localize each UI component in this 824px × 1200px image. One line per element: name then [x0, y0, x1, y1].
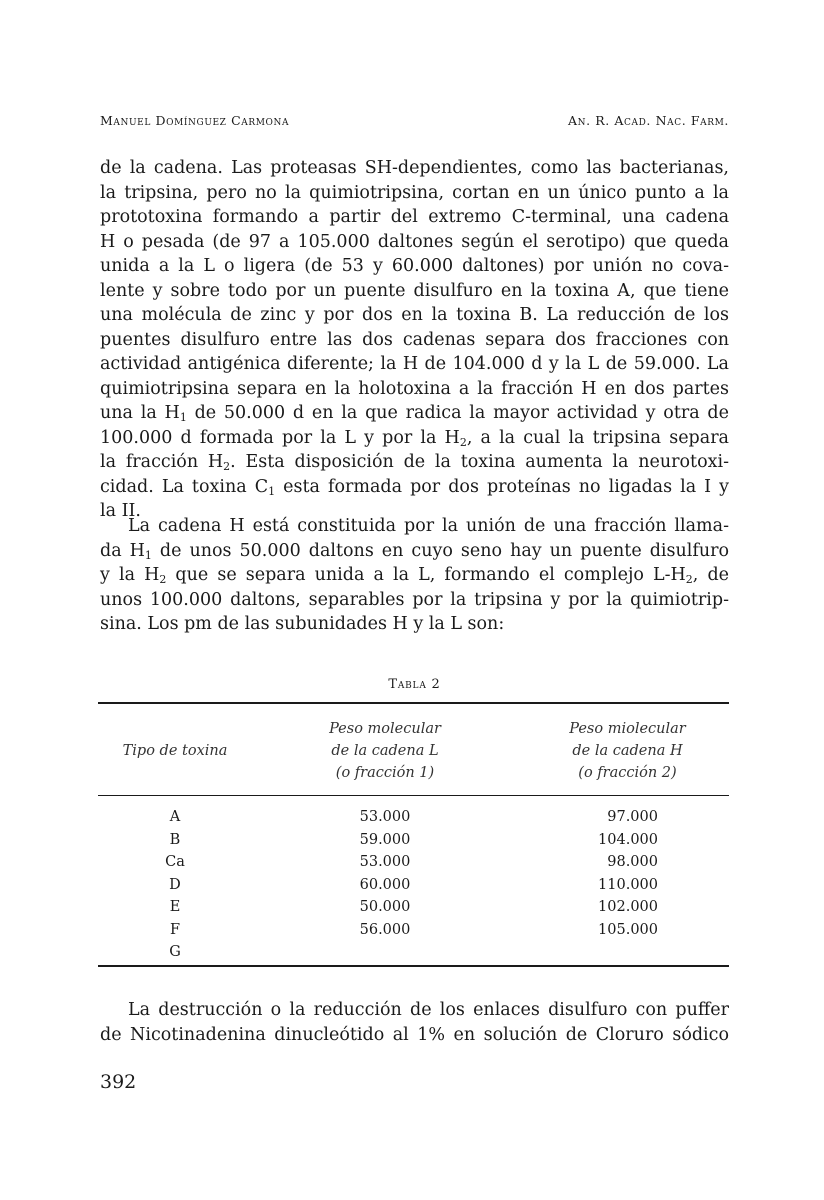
text-line: puentes disulfuro entre las dos cadenas separa dos fracciones con: [100, 329, 729, 350]
table-cell: 60.000: [359, 876, 411, 893]
text-line: prototoxina formando a partir del extremo C-terminal, una cadena: [100, 207, 729, 227]
text-line: sina. Los pm de las subunidades H y la L son:: [100, 614, 505, 634]
text-line: unos 100.000 daltons, separables por la tripsina y por la quimiotrip-: [100, 589, 729, 610]
text-line: la II.: [100, 501, 141, 521]
table-cell: 53.000: [359, 809, 411, 825]
table-cell: 53.000: [359, 854, 411, 870]
table-cell: 98.000: [607, 854, 658, 870]
text-line: da $H_1$ de unos 50.000 daltons en cuyo seno hay un puente disulfuro: [100, 540, 729, 562]
text-line: actividad antigénica diferente; la H de 104.000 d y la L de 59.000. La: [100, 354, 729, 374]
table-cell: [560, 941, 658, 964]
text-line: 100.000 d formada por la L y por la $H_2$, a la cual la tripsina separa: [100, 427, 729, 449]
header-cadena-h: [540, 718, 715, 784]
table-cell: A: [169, 809, 181, 825]
table-cell: 50.000: [359, 899, 411, 915]
table-cell: 59.000: [359, 831, 411, 848]
paragraph-3: [100, 998, 729, 1047]
column-cadena-h: [560, 806, 658, 964]
table-rule-top: [98, 702, 729, 704]
table-rule-bottom: [98, 965, 729, 967]
header-line: (o fracción 1): [335, 765, 435, 781]
table-title: Tabla 2: [388, 677, 441, 692]
text-line: H o pesada (de 97 a 105.000 daltones según el serotipo) que queda: [100, 231, 729, 252]
paragraph-2: [100, 514, 729, 637]
text-line: quimiotripsina separa en la holotoxina a la fracción H en dos partes: [100, 378, 729, 399]
table-cell: 105.000: [598, 921, 658, 938]
header-line: (o fracción 2): [578, 765, 677, 781]
table-cell: E: [169, 899, 181, 915]
table-cell: Ca: [165, 854, 185, 870]
table-cell: 104.000: [598, 831, 658, 848]
text-line: de Nicotinadenina dinucleótido al 1% en solución de Cloruro sódico: [100, 1024, 729, 1045]
table-cell: 102.000: [598, 899, 658, 915]
header-author: Manuel Domínguez Carmona: [100, 113, 290, 128]
text-line: la tripsina, pero no la quimiotripsina, cortan en un único punto a la: [100, 182, 729, 203]
table-cell: G: [169, 944, 181, 960]
page-number: 392: [100, 1071, 137, 1093]
table-cell: 56.000: [359, 921, 411, 938]
text-line: cidad. La toxina $C_1$ esta formada por dos proteínas no ligadas la I y: [100, 476, 730, 498]
header-line: Tipo de toxina: [122, 743, 228, 759]
text-line: unida a la L o ligera (de 53 y 60.000 daltones) por unión no cova-: [100, 256, 729, 276]
header-tipo-toxina: [100, 740, 250, 762]
table-cell: 110.000: [598, 876, 658, 893]
text-line: La destrucción o la reducción de los enlaces disulfuro con puffer: [128, 1000, 729, 1020]
column-tipo: [100, 806, 250, 964]
text-line: de la cadena. Las proteasas SH-dependientes, como las bacterianas,: [100, 158, 729, 178]
header-journal: An. R. Acad. Nac. Farm.: [568, 113, 729, 128]
header-line: Peso miolecular: [569, 721, 686, 737]
text-line: una la $H_1$ de 50.000 d en la que radica la mayor actividad y otra de: [100, 403, 729, 424]
table-cell: F: [169, 921, 181, 938]
header-line: Peso molecular: [329, 721, 441, 737]
header-line: de la cadena L: [331, 743, 439, 759]
header-line: de la cadena H: [572, 743, 683, 759]
text-line: y la $H_2$ que se separa unida a la L, formando el complejo $L-H_2$, de: [100, 565, 729, 586]
table-cell: D: [169, 876, 181, 893]
table-rule-middle: [98, 795, 729, 796]
table-cell: B: [169, 831, 181, 848]
text-line: una molécula de zinc y por dos en la toxina B. La reducción de los: [100, 305, 729, 325]
text-line: La cadena H está constituida por la unión de una fracción llama-: [128, 516, 729, 536]
table-cell: [330, 941, 440, 964]
column-cadena-l: [330, 806, 440, 964]
text-line: la fracción $H_2$. Esta disposición de la toxina aumenta la neurotoxi-: [100, 452, 729, 473]
text-line: lente y sobre todo por un puente disulfuro en la toxina A, que tiene: [100, 280, 729, 301]
header-cadena-l: [300, 718, 470, 784]
table-cell: 97.000: [607, 809, 658, 825]
paragraph-1: [100, 156, 729, 524]
